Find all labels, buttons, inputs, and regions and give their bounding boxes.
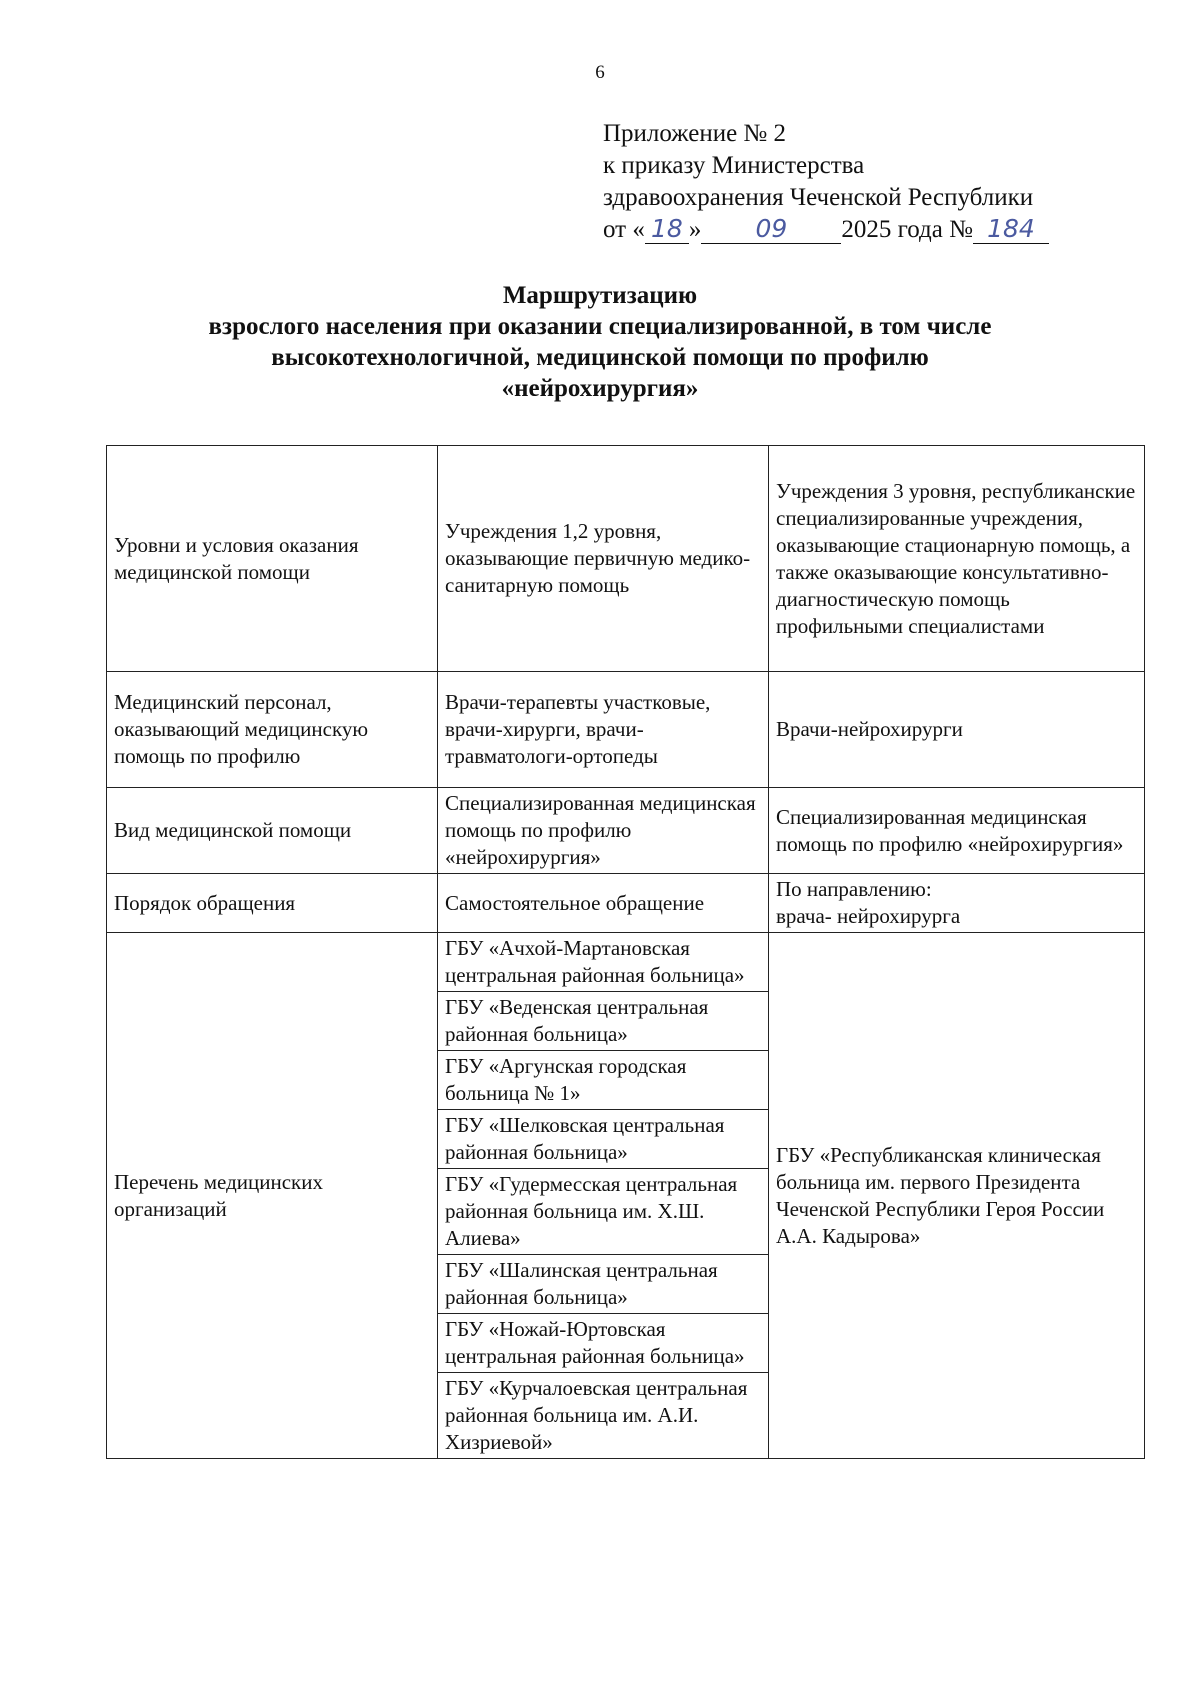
cell-label-procedure: Порядок обращения [107, 874, 438, 933]
cell-label-care-type: Вид медицинской помощи [107, 788, 438, 874]
date-mid: » [688, 216, 702, 243]
cell-level3-procedure [769, 874, 1145, 933]
routing-table [106, 445, 1145, 1459]
table-row-staff [107, 672, 1145, 788]
table-row-organizations [107, 933, 1145, 1459]
cell-label-staff: Медицинский персонал, оказывающий медицинскую помощь по профилю [107, 672, 438, 788]
date-month-handwritten: 09 [701, 216, 841, 244]
table-row-procedure [107, 874, 1145, 933]
title-line-3: высокотехнологичной, медицинской помощи по профилю [271, 344, 929, 371]
procedure-line-2: врача- нейрохирурга [776, 904, 961, 928]
organization-item: ГБУ «Шелковская центральная районная больница» [438, 1110, 768, 1169]
cell-label-levels: Уровни и условия оказания медицинской помощи [107, 446, 438, 672]
appendix-header [603, 118, 1049, 246]
organization-item: ГБУ «Шалинская центральная районная больница» [438, 1255, 768, 1314]
organization-item: ГБУ «Ножай-Юртовская центральная районная больница» [438, 1314, 768, 1373]
title-line-4: «нейрохирургия» [501, 375, 699, 402]
cell-level12-care-type: Специализированная медицинская помощь по профилю «нейрохирургия» [438, 788, 769, 874]
date-prefix: от « [603, 216, 645, 243]
cell-level3-levels: Учреждения 3 уровня, республиканские специализированные учреждения, оказывающие стационарную помощь, а также оказывающие консультативно-диагностическую помощь профильными специалистами [769, 446, 1145, 672]
organization-item: ГБУ «Гудермесская центральная районная больница им. Х.Ш. Алиева» [438, 1169, 768, 1255]
cell-level3-staff: Врачи-нейрохирурги [769, 672, 1145, 788]
page-number: 6 [595, 62, 605, 83]
procedure-line-1: По направлению: [776, 877, 932, 901]
cell-level3-organizations: ГБУ «Республиканская клиническая больница им. первого Президента Чеченской Республики Героя России А.А. Кадырова» [769, 933, 1145, 1459]
cell-level12-procedure: Самостоятельное обращение [438, 874, 769, 933]
cell-label-organizations: Перечень медицинских организаций [107, 933, 438, 1459]
title-line-1: Маршрутизацию [502, 282, 698, 309]
cell-level3-care-type: Специализированная медицинская помощь по профилю «нейрохирургия» [769, 788, 1145, 874]
appendix-date-line [603, 214, 1049, 246]
cell-level12-organizations [438, 933, 769, 1459]
date-day-handwritten: 18 [645, 216, 689, 244]
table-row-levels [107, 446, 1145, 672]
appendix-line-1: Приложение № 2 [603, 120, 787, 147]
organization-item: ГБУ «Веденская центральная районная больница» [438, 992, 768, 1051]
organization-item: ГБУ «Курчалоевская центральная районная больница им. А.И. Хизриевой» [445, 1376, 748, 1454]
cell-level12-staff: Врачи-терапевты участковые, врачи-хирурги, врачи-травматологи-ортопеды [438, 672, 769, 788]
date-year-text: 2025 года № [841, 216, 973, 243]
table-row-care-type [107, 788, 1145, 874]
title-line-2: взрослого населения при оказании специализированной, в том числе [208, 313, 992, 340]
cell-level12-levels: Учреждения 1,2 уровня, оказывающие первичную медико-санитарную помощь [438, 446, 769, 672]
document-title [140, 280, 1060, 404]
organization-item: ГБУ «Ачхой-Мартановская центральная районная больница» [438, 933, 768, 992]
order-number-handwritten: 184 [973, 216, 1049, 244]
organization-item: ГБУ «Аргунская городская больница № 1» [438, 1051, 768, 1110]
appendix-line-3: здравоохранения Чеченской Республики [603, 184, 1034, 211]
appendix-line-2: к приказу Министерства [603, 152, 865, 179]
